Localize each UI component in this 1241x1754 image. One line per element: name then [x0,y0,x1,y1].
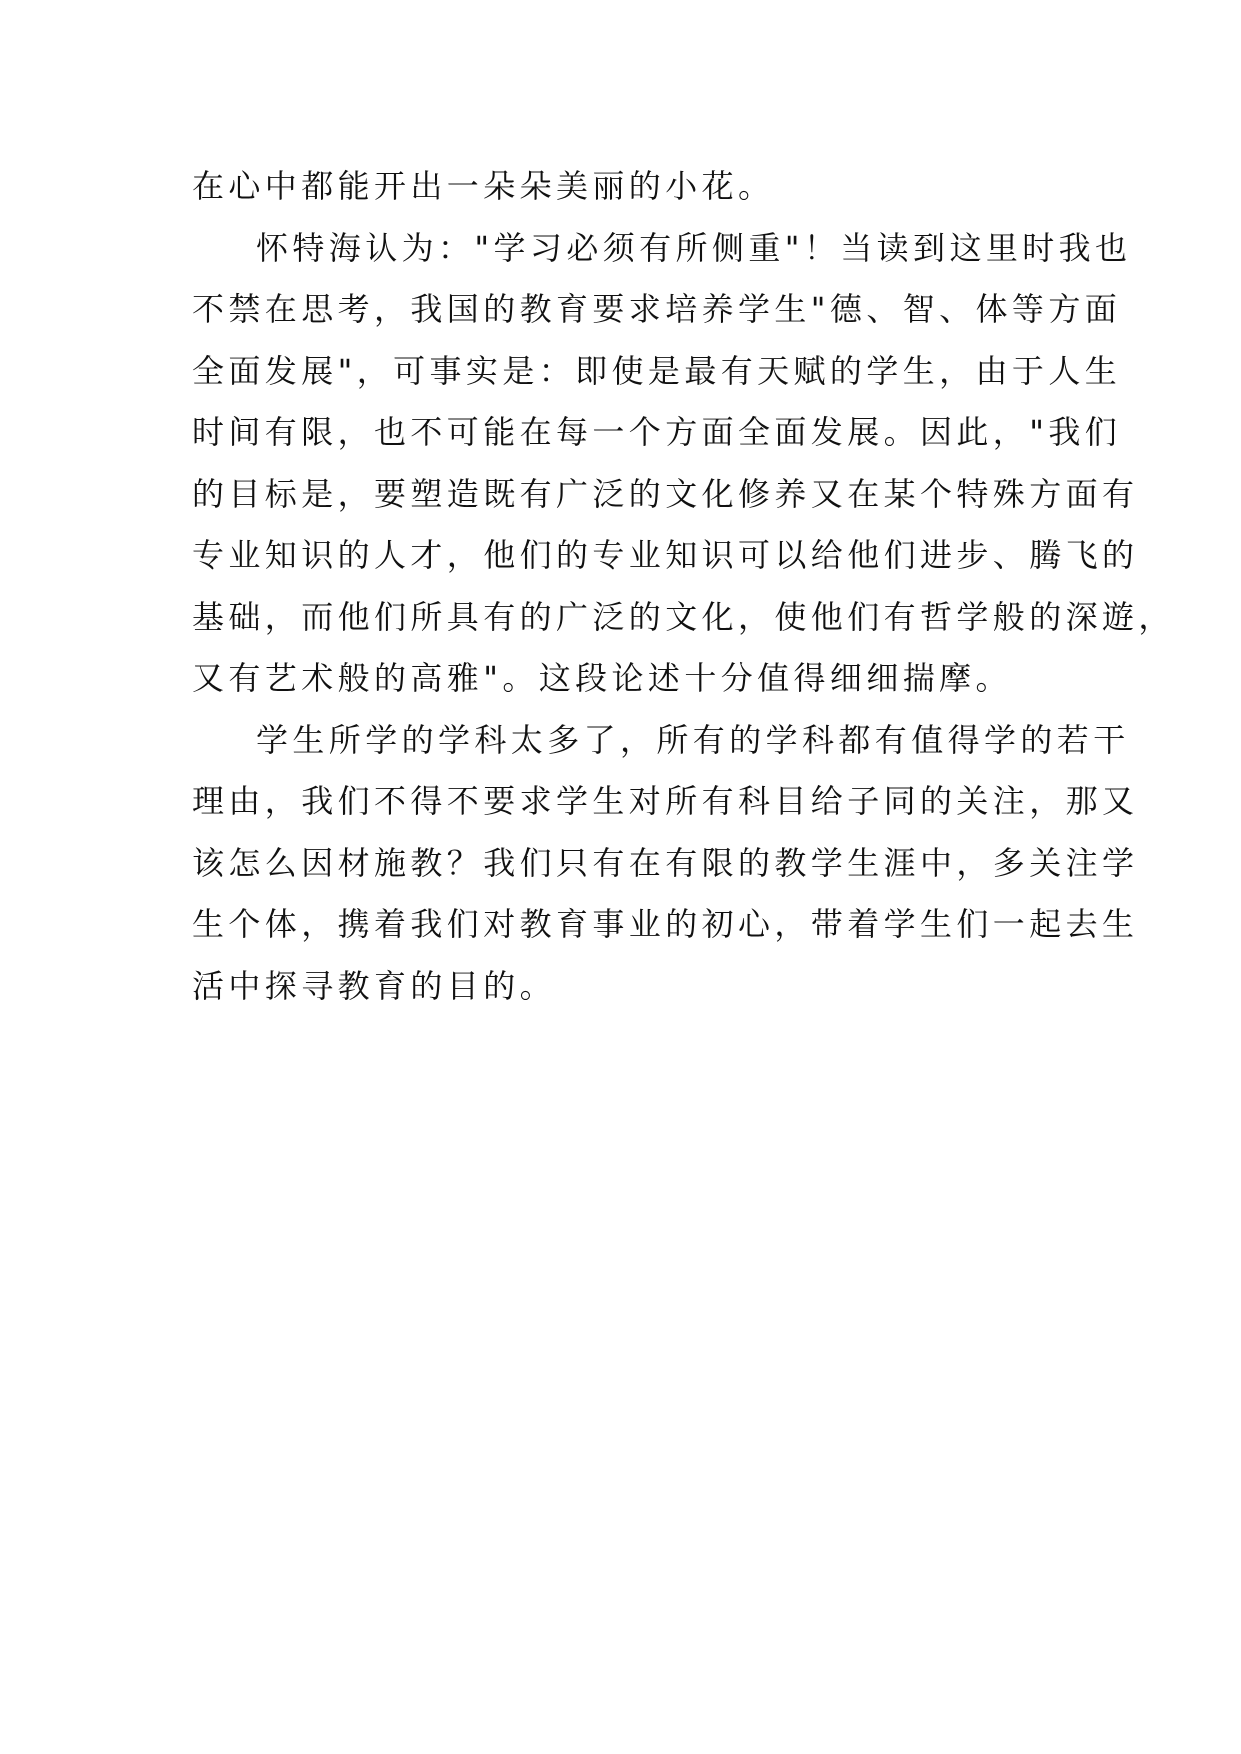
text-line: 全面发展"，可事实是：即使是最有天赋的学生，由于人生 [192,351,1122,390]
text-line: 学生所学的学科太多了，所有的学科都有值得学的若干 [256,720,1130,759]
text-line: 在心中都能开出一朵朵美丽的小花。 [192,167,775,205]
text-line: 活中探寻教育的目的。 [192,966,557,1005]
text-line: 不禁在思考，我国的教育要求培养学生"德、智、体等方面 [192,290,1122,328]
text-line: 理由，我们不得不要求学生对所有科目给子同的关注，那又 [192,782,1139,820]
paragraph-3 [192,710,1139,1018]
document-body [192,156,1175,1017]
text-line: 该怎么因材施教？我们只有在有限的教学生涯中，多关注学 [192,843,1139,882]
text-line: 怀特海认为："学习必须有所侧重"！当读到这里时我也 [256,228,1132,267]
text-line: 又有艺术般的高雅"。这段论述十分值得细细揣摩。 [192,659,1012,697]
text-line: 生个体，携着我们对教育事业的初心，带着学生们一起去生 [192,905,1139,943]
text-line: 的目标是，要塑造既有广泛的文化修养又在某个特殊方面有 [192,474,1139,513]
text-line: 专业知识的人才，他们的专业知识可以给他们进步、腾飞的 [192,536,1139,574]
paragraph-1 [192,156,1060,218]
text-line: 时间有限，也不可能在每一个方面全面发展。因此，"我们 [192,413,1122,451]
text-line: 基础，而他们所具有的广泛的文化，使他们有哲学般的深遊， [192,597,1175,636]
paragraph-2 [192,218,1175,710]
